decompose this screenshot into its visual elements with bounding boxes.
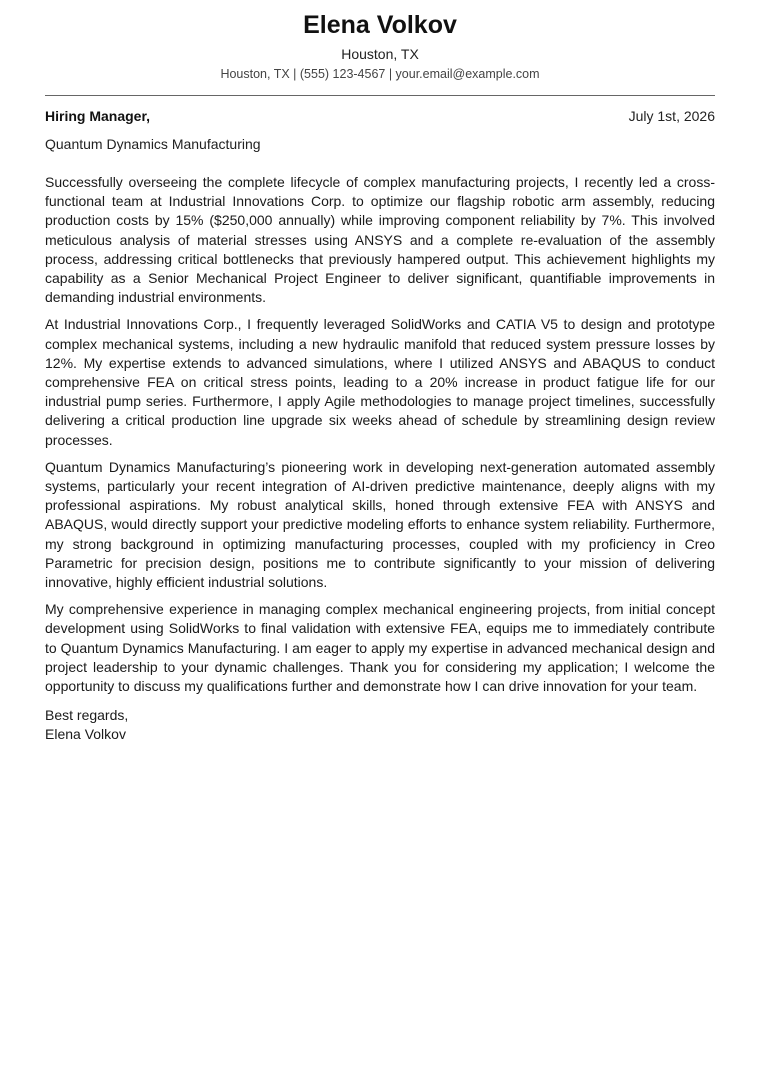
letter-body <box>45 173 715 696</box>
letter-header <box>45 0 715 82</box>
applicant-location: Houston, TX <box>341 46 419 62</box>
body-paragraph-4: My comprehensive experience in managing complex mechanical engineering projects, from initial concept development using SolidWorks to final validation with extensive FEA, equips me to immediately contribute to Quantum Dynamics Manufacturing. I am eager to apply my expertise in advanced mechanical design and project leadership to your dynamic challenges. Thank you for considering my application; I welcome the opportunity to discuss my qualifications further and demonstrate how I can drive innovation for your team. <box>45 601 715 695</box>
recipient-greeting: Hiring Manager, <box>45 108 151 124</box>
applicant-contact-line: Houston, TX | (555) 123-4567 | your.email@example.com <box>220 67 540 81</box>
header-divider <box>45 95 715 96</box>
body-paragraph-3: Quantum Dynamics Manufacturing’s pioneering work in developing next-generation automated assembly systems, particularly your recent integration of AI-driven predictive maintenance, deeply aligns with my professional aspirations. My robust analytical skills, honed through extensive FEA with ANSYS and ABAQUS, would directly support your predictive modeling efforts to enhance system reliability. Furthermore, my strong background in optimizing manufacturing processes, coupled with my proficiency in Creo Parametric for precision design, positions me to contribute significantly to your mission of delivering innovative, highly efficient industrial solutions. <box>45 458 715 591</box>
body-paragraph-1: Successfully overseeing the complete lifecycle of complex manufacturing projects, I recently led a cross-functional team at Industrial Innovations Corp. to optimize our flagship robotic arm assembly, reducing production costs by 15% ($250,000 annually) while improving component reliability by 7%. This involved meticulous analysis of material stresses using ANSYS and a complete re-evaluation of the assembly process, addressing critical bottlenecks that previously hampered output. This achievement highlights my capability as a Senior Mechanical Project Engineer to deliver significant, quantifiable improvements in demanding industrial environments. <box>45 174 715 306</box>
closing-signature: Elena Volkov <box>45 726 126 743</box>
closing-salutation: Best regards, <box>45 707 129 724</box>
letter-closing <box>45 706 715 744</box>
letter-date: July 1st, 2026 <box>628 108 715 124</box>
body-paragraph-2: At Industrial Innovations Corp., I frequently leveraged SolidWorks and CATIA V5 to design and prototype complex mechanical systems, including a new hydraulic manifold that reduced system pressure losses by 12%. My expertise extends to advanced simulations, where I utilized ANSYS and ABAQUS to conduct comprehensive FEA on critical stress points, leading to a 20% increase in product fatigue life for our industrial pump series. Furthermore, I apply Agile methodologies to manage project timelines, successfully delivering a critical production line upgrade six weeks ahead of schedule by streamlining design review processes. <box>45 316 715 448</box>
applicant-name: Elena Volkov <box>303 11 457 39</box>
recipient-company: Quantum Dynamics Manufacturing <box>45 136 261 152</box>
recipient-date-row <box>45 107 715 125</box>
